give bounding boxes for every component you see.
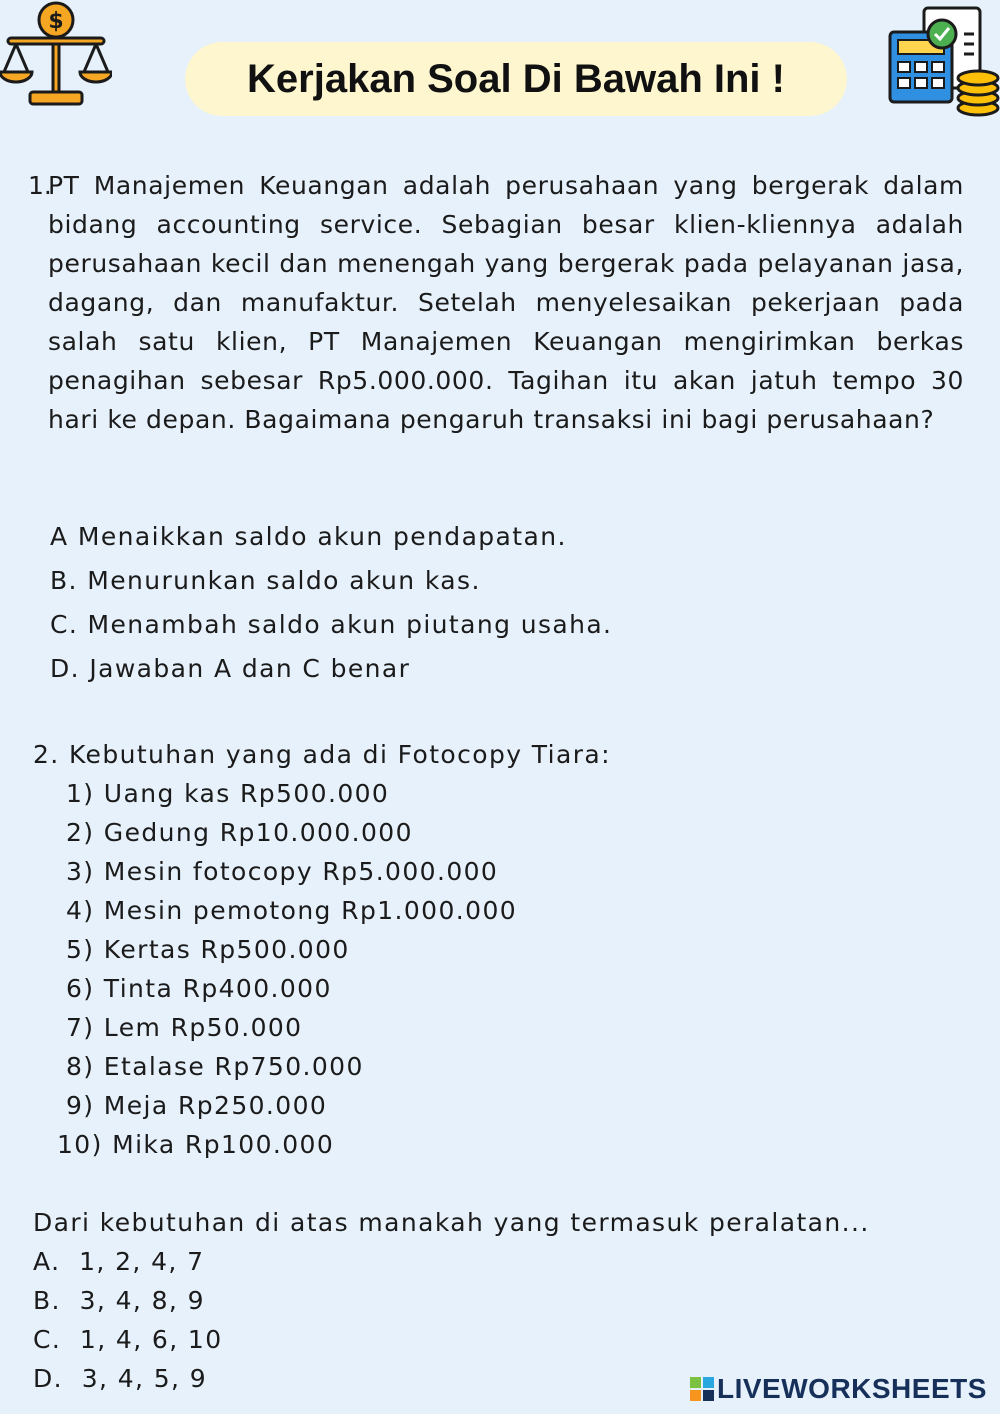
list-item: 10) Mika Rp100.000 — [57, 1130, 335, 1159]
question-2-intro: 2. Kebutuhan yang ada di Fotocopy Tiara: — [33, 740, 611, 769]
list-item: 7) Lem Rp50.000 — [66, 1013, 303, 1042]
question-1-option-c[interactable]: C. Menambah saldo akun piutang usaha. — [50, 610, 613, 639]
list-item: 8) Etalase Rp750.000 — [66, 1052, 364, 1081]
list-item: 4) Mesin pemotong Rp1.000.000 — [66, 896, 518, 925]
question-2-option-a[interactable]: A. 1, 2, 4, 7 — [33, 1247, 205, 1276]
balance-scale-icon — [0, 0, 112, 112]
logo-text: LIVEWORKSHEETS — [717, 1373, 987, 1404]
svg-text:$: $ — [48, 9, 64, 34]
question-1-option-b[interactable]: B. Menurunkan saldo akun kas. — [50, 566, 481, 595]
question-2-option-d[interactable]: D. 3, 4, 5, 9 — [33, 1364, 207, 1393]
question-2-option-b[interactable]: B. 3, 4, 8, 9 — [33, 1286, 205, 1315]
question-1-text: PT Manajemen Keuangan adalah perusahaan yang bergerak dalam bidang accounting service. Sebagian besar klien-kliennya adalah perusahaan kecil dan menengah yang bergerak pada pelayanan jasa, dagang, dan manufaktur. Setelah menyelesaikan pekerjaan pada salah satu klien, PT Manajemen Keuangan mengirimkan berkas penagihan sebesar Rp5.000.000. Tagihan itu akan jatuh tempo 30 hari ke depan. Bagaimana pengaruh transaksi ini bagi perusahaan? — [48, 171, 964, 434]
liveworksheets-logo[interactable] — [690, 1372, 987, 1406]
list-item: 3) Mesin fotocopy Rp5.000.000 — [66, 857, 499, 886]
list-item: 1) Uang kas Rp500.000 — [66, 779, 390, 808]
question-1-option-d[interactable]: D. Jawaban A dan C benar — [50, 654, 411, 683]
list-item: 9) Meja Rp250.000 — [66, 1091, 328, 1120]
list-item: 5) Kertas Rp500.000 — [66, 935, 350, 964]
list-item: 2) Gedung Rp10.000.000 — [66, 818, 413, 847]
question-1-number: 1. — [28, 171, 52, 200]
question-2-text: Dari kebutuhan di atas manakah yang termasuk peralatan... — [33, 1208, 870, 1237]
calculator-document-coins-icon — [884, 4, 1000, 120]
question-1-option-a[interactable]: A Menaikkan saldo akun pendapatan. — [50, 522, 567, 551]
question-2-option-c[interactable]: C. 1, 4, 6, 10 — [33, 1325, 223, 1354]
list-item: 6) Tinta Rp400.000 — [66, 974, 332, 1003]
page-title: Kerjakan Soal Di Bawah Ini ! — [247, 57, 785, 101]
liveworksheets-logo-icon — [690, 1377, 714, 1401]
